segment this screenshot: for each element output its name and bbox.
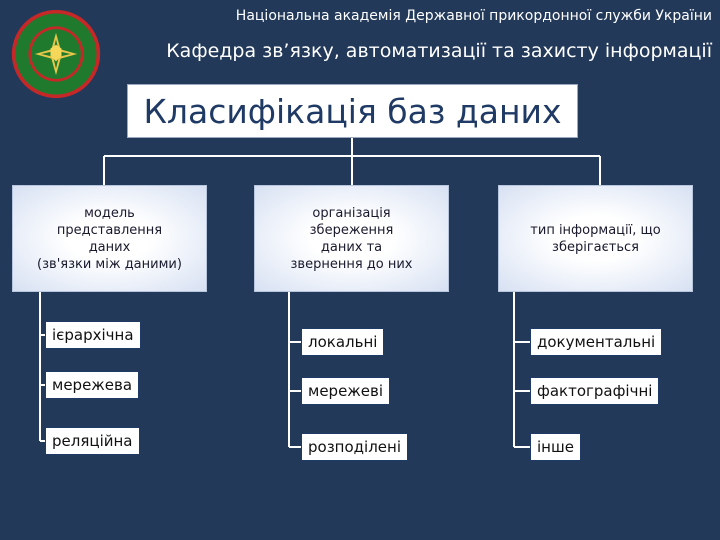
item-hierarchical: ієрархічна [45, 321, 141, 349]
category-label: організація збереження даних та звернення до них [290, 205, 413, 272]
category-label: тип інформації, що зберігається [530, 222, 661, 255]
institution-name: Національна академія Державної прикордонної служби України [235, 8, 712, 24]
category-information-type [498, 185, 693, 292]
diagram-title: Класифікація баз даних [127, 84, 578, 138]
item-relational: реляційна [45, 427, 140, 455]
item-distributed: розподілені [301, 433, 408, 461]
item-factographic: фактографічні [530, 377, 659, 405]
department-name: Кафедра зв’язку, автоматизації та захисту інформації [166, 40, 712, 62]
category-storage-organization [254, 185, 449, 292]
category-label: модель представлення даних (зв'язки між даними) [37, 205, 182, 272]
item-other: інше [530, 433, 581, 461]
item-documentary: документальні [530, 328, 662, 356]
category-data-model [12, 185, 207, 292]
item-network: мережева [45, 371, 139, 399]
item-networked: мережеві [301, 377, 390, 405]
item-local: локальні [301, 328, 384, 356]
